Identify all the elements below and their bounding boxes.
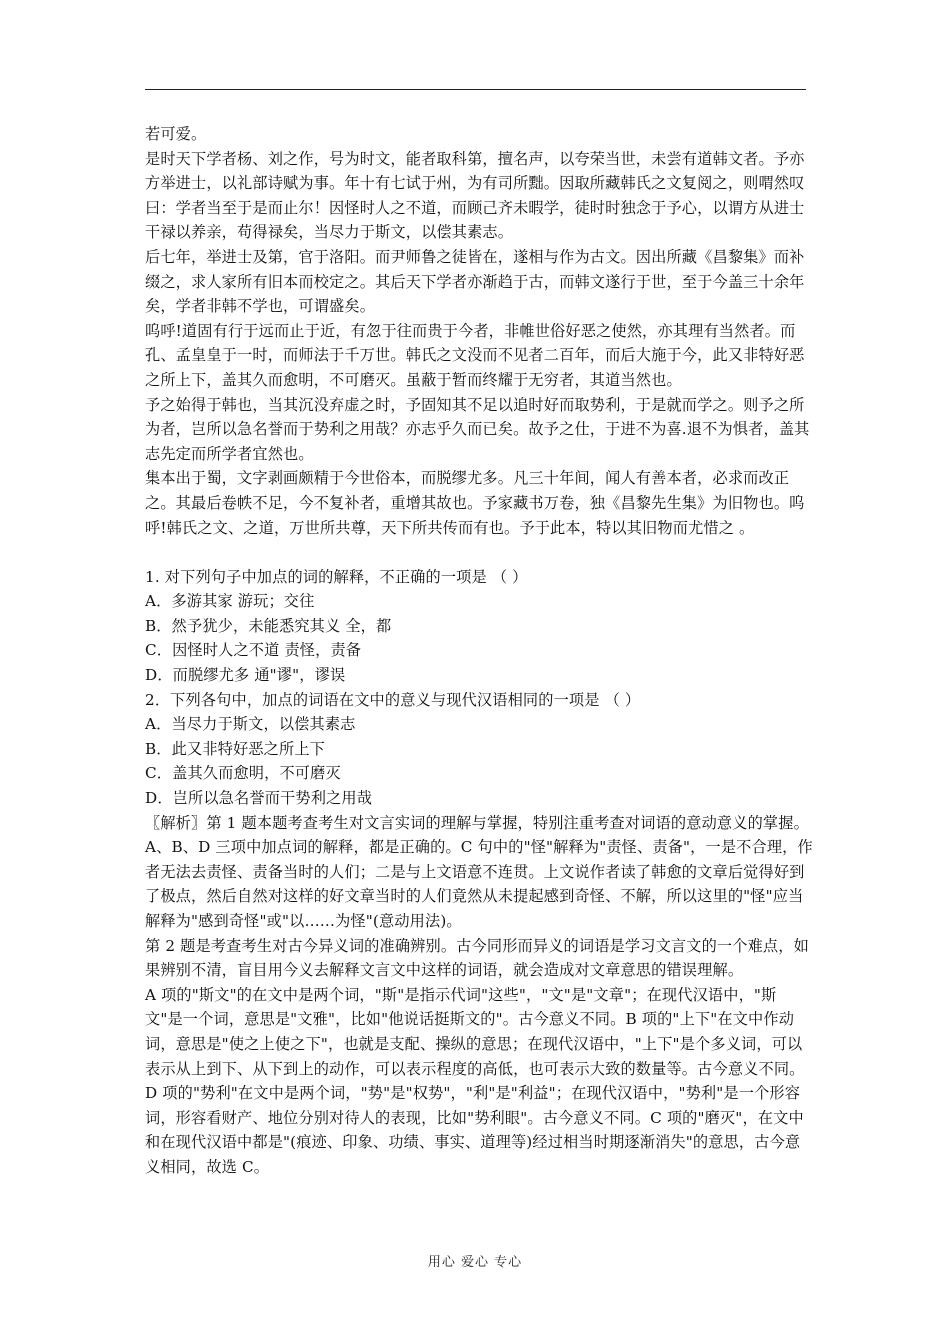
question-1-option-c: C．因怪时人之不道 责怪，责备 [145, 641, 362, 660]
document-body [145, 122, 813, 1180]
page-footer: 用心 爱心 专心 [427, 1255, 523, 1270]
section-gap [145, 540, 813, 565]
question-2-option-a: A．当尽力于斯文，以偿其素志 [145, 715, 356, 734]
question-1-option-a: A．多游其家 游玩；交往 [145, 592, 315, 611]
question-1-option-b: B．然予犹少，未能悉究其义 全，都 [145, 616, 392, 635]
question-1-stem: 1. 对下列句子中加点的词的解释，不正确的一项是 （ ） [145, 567, 528, 586]
passage-paragraph: 予之始得于韩也，当其沉没弃虚之时，予固知其不足以追时好而取势利，于是就而学之。则予之所为者，岂所以急名誉而于势利之用哉？亦志乎久而已矣。故予之仕，于进不为喜.退不为惧者，盖其志先定而所学者宜然也。 [145, 395, 810, 463]
analysis-paragraph: 〖解析〗第 1 题本题考查考生对文言实词的理解与掌握，特别注重考查对词语的意动意义的掌握。A、B、D 三项中加点词的解释，都是正确的。C 句中的"怪"解释为"责怪、责备"，一是不合理，作者无法去责怪、责备当时的人们；二是与上文语意不连贯。上文说作者读了韩愈的文章后觉得好到了极点，然后自然对这样的好文章当时的人们竟然从未提起感到奇怪、不解，所以这里的"怪"应当解释为"感到奇怪"或"以……为怪"(意动用法)。 [145, 813, 813, 930]
passage [145, 122, 813, 540]
passage-paragraph: 是时天下学者杨、刘之作，号为时文，能者取科第，擅名声，以夸荣当世，未尝有道韩文者。予亦方举进士，以礼部诗赋为事。年十有七试于州，为有司所黜。因取所藏韩氏之文复阅之，则喟然叹曰：学者当至于是而止尔！因怪时人之不道，而顾己齐未暇学，徒时时独念于予心，以谓方从进士干禄以养亲，苟得禄矣，当尽力于斯文，以偿其素志。 [145, 149, 805, 242]
question-2-stem: 2．下列各句中，加点的词语在文中的意义与现代汉语相同的一项是 （ ） [145, 690, 641, 709]
analysis-paragraph: A 项的"斯文"的在文中是两个词，"斯"是指示代词"这些"，"文"是"文章"；在现代汉语中，"斯文"是一个词，意思是"文雅"，比如"他说话挺斯文的"。古今意义不同。B 项的"上下"在文中作动词，意思是"使之上使之下"，也就是支配、操纵的意思；在现代汉语中，"上下"是个多义词，可以表示从上到下、从下到上的动作，可以表示程度的高低，也可表示大致的数量等。古今意义不同。D 项的"势利"在文中是两个词，"势"是"权势"，"利"是"利益"；在现代汉语中，"势利"是一个形容词，形容看财产、地位分别对待人的表现，比如"势利眼"。古今意义不同。C 项的"磨灭"，在文中和在现代汉语中都是"(痕迹、印象、功绩、事实、道理等)经过相当时期逐渐消失"的意思，古今意义相同，故选 C。 [145, 985, 805, 1176]
questions [145, 565, 813, 811]
question-2-option-b: B．此又非特好恶之所上下 [145, 739, 326, 758]
passage-paragraph: 若可爱。 [145, 125, 207, 143]
question-2-option-d: D．岂所以急名誉而干势利之用哉 [145, 789, 373, 808]
question-2-option-c: C．盖其久而愈明，不可磨灭 [145, 764, 341, 783]
passage-paragraph: 集本出于蜀，文字剥画颇精于今世俗本，而脱缪尤多。凡三十年间，闻人有善本者，必求而改正之。其最后卷帙不足，今不复补者，重增其故也。予家藏书万卷，独《昌黎先生集》为旧物也。呜呼!韩氏之文、之道，万世所共尊，天下所共传而有也。予于此本，特以其旧物而尤惜之 。 [145, 469, 805, 537]
question-1-option-d: D．而脱缪尤多 通"谬"，谬误 [145, 666, 346, 685]
passage-paragraph: 呜呼!道固有行于远而止于近，有忽于往而贵于今者，非帷世俗好恶之使然，亦其理有当然者。而孔、孟皇皇于一时，而师法于千万世。韩氏之文没而不见者二百年，而后大施于今，此又非特好恶之所上下，盖其久而愈明，不可磨灭。虽蔽于暂而终耀于无穷者，其道当然也。 [145, 321, 805, 389]
header-rule [145, 89, 806, 90]
analysis [145, 811, 813, 1180]
passage-paragraph: 后七年，举进士及第，官于洛阳。而尹师鲁之徒皆在，遂相与作为古文。因出所藏《昌黎集》而补缀之，求人家所有旧本而校定之。其后天下学者亦渐趋于古，而韩文遂行于世，至于今盖三十余年矣，学者非韩不学也，可谓盛矣。 [145, 247, 805, 316]
analysis-paragraph: 第 2 题是考查考生对古今异义词的准确辨别。古今同形而异义的词语是学习文言文的一个难点，如果辨别不清，盲目用今义去解释文言文中这样的词语，就会造成对文章意思的错误理解。 [145, 936, 809, 980]
